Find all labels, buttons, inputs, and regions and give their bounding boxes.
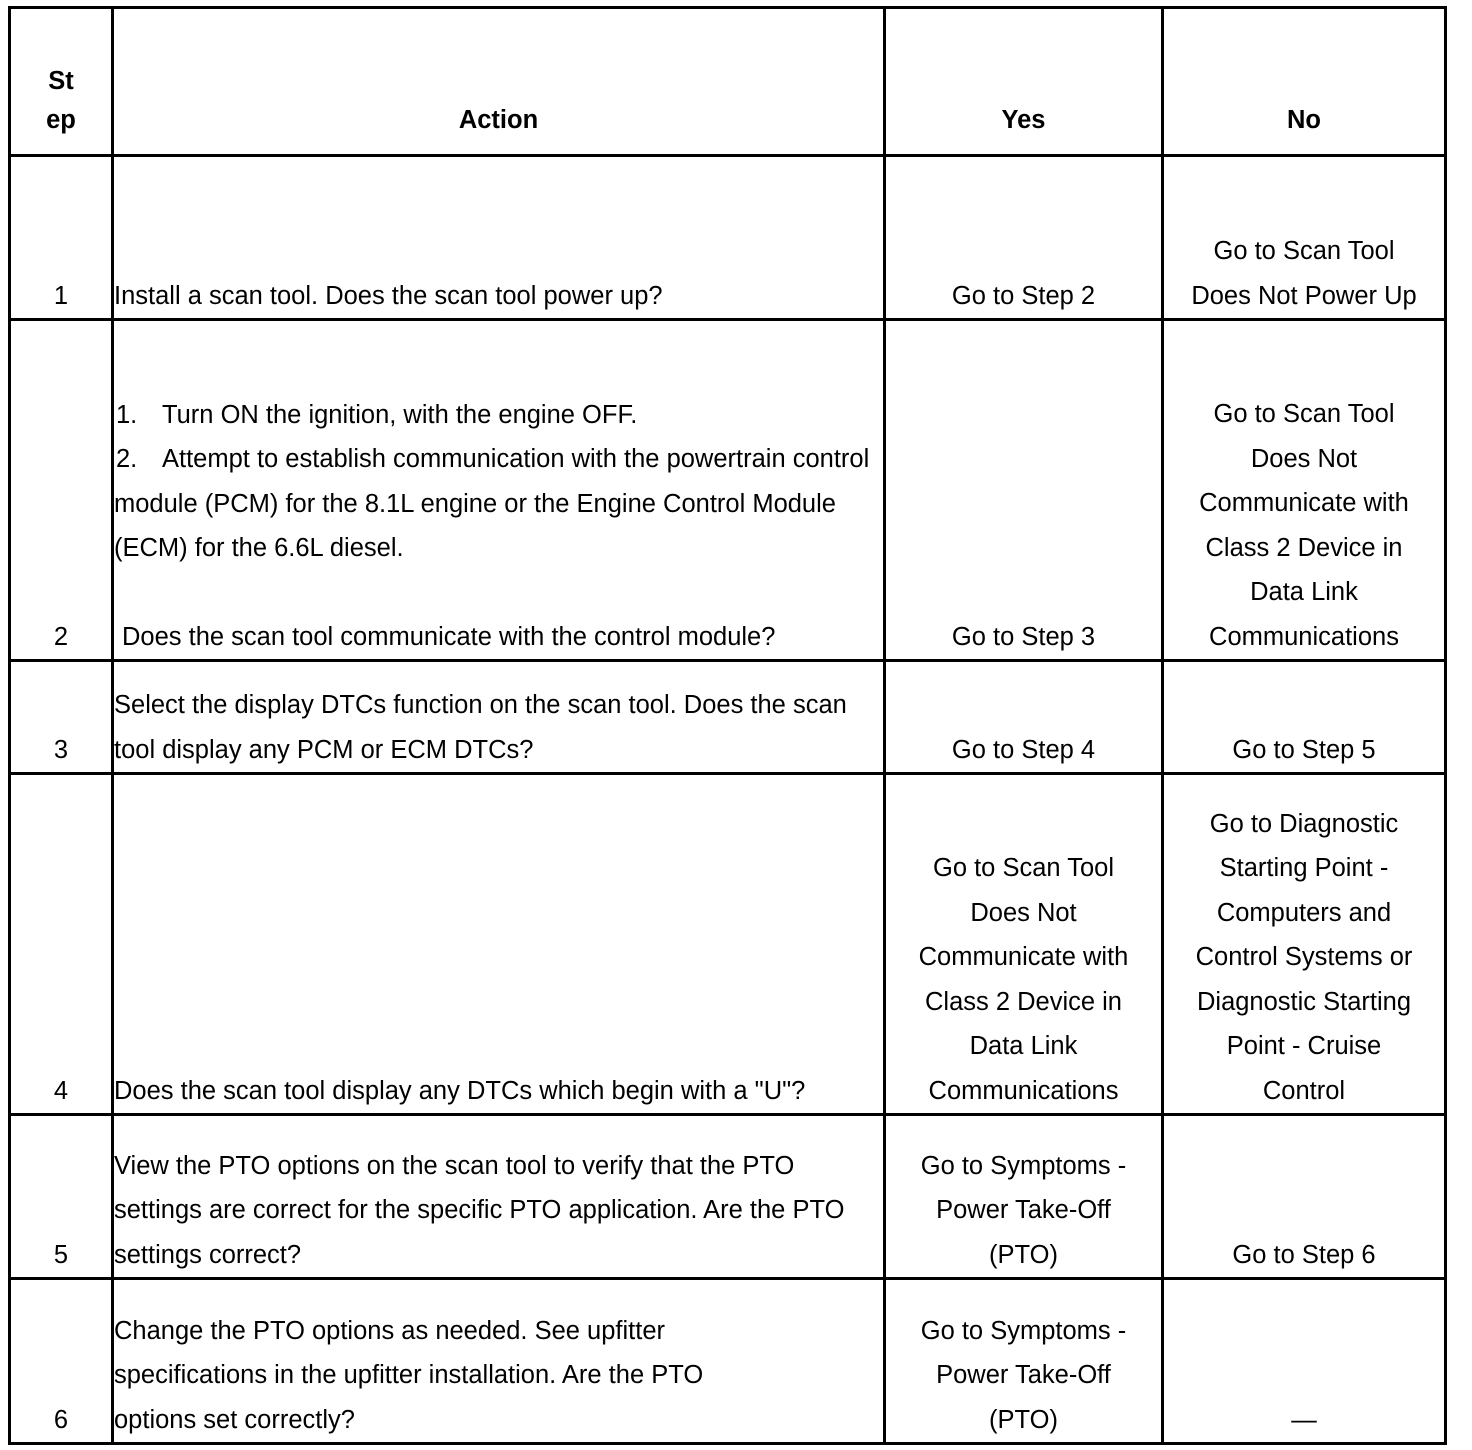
step-number: 3 — [10, 661, 113, 774]
table-row-6 — [10, 1279, 1446, 1444]
action-cell: Does the scan tool display any DTCs which begin with a "U"? — [113, 774, 885, 1115]
action-cell: View the PTO options on the scan tool to verify that the PTO settings are correct for the specific PTO application. Are the PTO settings correct? — [113, 1115, 885, 1279]
action-cell — [113, 320, 885, 661]
yes-cell: Go to Symptoms - Power Take-Off (PTO) — [885, 1279, 1163, 1444]
table-row-5 — [10, 1115, 1446, 1279]
header-action: Action — [113, 8, 885, 156]
action-cell: Select the display DTCs function on the scan tool. Does the scan tool display any PCM or ECM DTCs? — [113, 661, 885, 774]
yes-cell: Go to Step 4 — [885, 661, 1163, 774]
no-cell: Go to Scan Tool Does Not Power Up — [1163, 156, 1446, 320]
no-cell: Go to Scan Tool Does Not Communicate with Class 2 Device in Data Link Communications — [1163, 320, 1446, 661]
step-number: 4 — [10, 774, 113, 1115]
action-list-item: 2. Attempt to establish communication with the powertrain control module (PCM) for the 8.1L engine or the Engine Control Module (ECM) for the 6.6L diesel. — [114, 445, 870, 562]
step-number: 6 — [10, 1279, 113, 1444]
step-number: 5 — [10, 1115, 113, 1279]
no-action-dash: — — [1291, 1405, 1317, 1434]
yes-cell: Go to Step 2 — [885, 156, 1163, 320]
step-number: 1 — [10, 156, 113, 320]
no-cell: Go to Step 5 — [1163, 661, 1446, 774]
action-list-item: 1. Turn ON the ignition, with the engine OFF. — [116, 400, 638, 429]
yes-cell: Go to Symptoms - Power Take-Off (PTO) — [885, 1115, 1163, 1279]
header-step — [10, 8, 113, 156]
header-yes: Yes — [885, 8, 1163, 156]
header-row — [10, 8, 1446, 156]
yes-cell: Go to Scan Tool Does Not Communicate with Class 2 Device in Data Link Communications — [885, 774, 1163, 1115]
yes-cell: Go to Step 3 — [885, 320, 1163, 661]
table-row-4 — [10, 774, 1446, 1115]
no-cell: Go to Diagnostic Starting Point - Computers and Control Systems or Diagnostic Starting Point - Cruise Control — [1163, 774, 1446, 1115]
header-step-label: St ep — [46, 67, 76, 134]
action-cell: Install a scan tool. Does the scan tool power up? — [113, 156, 885, 320]
no-cell — [1163, 1279, 1446, 1444]
header-no: No — [1163, 8, 1446, 156]
table-row-2 — [10, 320, 1446, 661]
table-row-3 — [10, 661, 1446, 774]
table-row-1 — [10, 156, 1446, 320]
action-cell: Change the PTO options as needed. See upfitter specifications in the upfitter installation. Are the PTO options set correctly? — [113, 1279, 885, 1444]
action-question: Does the scan tool communicate with the control module? — [122, 622, 776, 651]
step-number: 2 — [10, 320, 113, 661]
diagnostic-table — [8, 6, 1447, 1445]
no-cell: Go to Step 6 — [1163, 1115, 1446, 1279]
